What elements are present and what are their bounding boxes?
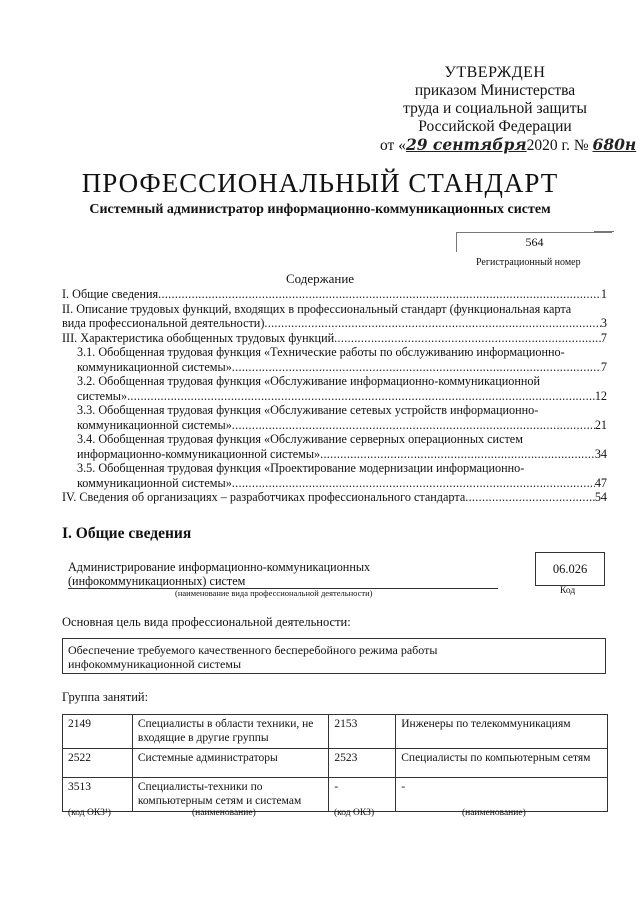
toc-item-text: 3.2. Обобщенная трудовая функция «Обслуживание информационно-коммуникационной [77, 374, 540, 388]
toc-item-text: 3.4. Обобщенная трудовая функция «Обслуживание серверных операционных систем [77, 432, 523, 446]
toc-page-number: 54 [594, 490, 607, 504]
toc-item-text: коммуникационной системы» [77, 417, 232, 432]
approval-block [380, 64, 637, 155]
occupation-name: Специалисты по компьютерным сетям [396, 749, 608, 778]
toc-item-line [77, 418, 607, 433]
toc-item-text: информационно-коммуникационной системы» [77, 446, 321, 461]
occupation-name: Инженеры по телекоммуникациям [396, 715, 608, 749]
occupation-name: Системные администраторы [132, 749, 329, 778]
document-title: ПРОФЕССИОНАЛЬНЫЙ СТАНДАРТ [81, 168, 559, 198]
activity-code: 06.026 [535, 552, 605, 586]
toc-leader-dots [127, 389, 595, 404]
toc-item-text: 3.3. Обобщенная трудовая функция «Обслуживание сетевых устройств информационно- [77, 403, 539, 417]
handwritten-order-number: 680н [592, 135, 637, 154]
table-row [63, 715, 608, 749]
toc-item-text: системы» [77, 388, 128, 403]
toc-item [62, 374, 607, 403]
approval-line-2: труда и социальной защиты [403, 100, 587, 117]
toc-item [62, 432, 607, 461]
approval-date-line [380, 135, 637, 155]
approval-title: УТВЕРЖДЕН [444, 64, 546, 81]
toc-item-line [77, 345, 607, 360]
occupation-name: - [396, 778, 608, 812]
registration-number-box [456, 232, 612, 252]
okz-code: 2149 [63, 715, 133, 749]
occupation-name: Специалисты в области техники, не входящие в другие группы [132, 715, 329, 749]
toc-page-number: 7 [600, 330, 607, 345]
toc-item [62, 287, 607, 302]
toc-leader-dots [320, 447, 595, 462]
toc-leader-dots [232, 360, 601, 375]
goal-box [62, 638, 606, 674]
toc-page-number: 7 [600, 359, 607, 374]
toc-item-text: вида профессиональной деятельности) [62, 316, 265, 330]
toc-heading: Содержание [285, 271, 355, 286]
toc-item [62, 461, 607, 490]
activity-name [68, 560, 498, 589]
toc-page-number: 47 [594, 475, 607, 490]
toc-item [62, 490, 607, 505]
registration-number: 564 [525, 235, 544, 249]
date-prefix: от « [380, 137, 406, 154]
okz-code-caption: (код ОКЗ¹) [68, 808, 111, 818]
toc-item-text: коммуникационной системы» [77, 475, 232, 490]
toc-item-text: II. Описание трудовых функций, входящих в профессиональный стандарт (функциональная карта [62, 301, 572, 316]
goal-label: Основная цель вида профессиональной деятельности: [62, 615, 351, 629]
toc-item-line [77, 360, 607, 375]
activity-caption: (наименование вида профессиональной деятельности) [175, 588, 373, 598]
toc-page-number: 21 [594, 417, 607, 432]
approval-line-1: приказом Министерства [414, 82, 576, 99]
toc-item-line [62, 490, 607, 505]
okz-code: 2523 [329, 749, 396, 778]
toc-page-number: 34 [594, 446, 607, 461]
okz-code: 2153 [329, 715, 396, 749]
document-subtitle: Системный администратор информационно-коммуникационных систем [89, 202, 551, 217]
toc-item-line [77, 432, 607, 447]
toc-item-text: IV. Сведения об организациях – разработчиках профессионального стандарта [62, 490, 466, 504]
okz-code: 2522 [63, 749, 133, 778]
toc-item-line [77, 476, 607, 491]
registration-label: Регистрационный номер [476, 257, 581, 268]
toc-item [62, 345, 607, 374]
goal-line-1: Обеспечение требуемого качественного бесперебойного режима работы [68, 643, 438, 657]
toc-leader-dots [232, 418, 595, 433]
name-caption-2: (наименование) [462, 808, 526, 818]
toc-item-line [62, 331, 607, 346]
toc-leader-dots [334, 331, 601, 346]
toc-item-line [77, 389, 607, 404]
toc-page-number: 3 [600, 316, 607, 330]
goal-line-2: инфокоммуникационной системы [68, 657, 242, 671]
handwritten-date: 29 сентября [405, 135, 527, 154]
name-caption: (наименование) [192, 808, 256, 818]
toc-item-text: I. Общие сведения [62, 287, 159, 301]
toc-item-text: III. Характеристика обобщенных трудовых функций [62, 330, 335, 345]
table-row [63, 749, 608, 778]
activity-name-line-2: (инфокоммуникационных) систем [68, 574, 246, 588]
toc-item [62, 302, 607, 331]
date-suffix: 2020 г. № [526, 137, 589, 154]
occupation-name: Специалисты-техники по компьютерным сетям и системам [132, 778, 329, 812]
toc-item-line [77, 447, 607, 462]
toc-item-line [62, 316, 607, 331]
toc-item-line [62, 287, 607, 302]
code-caption: Код [560, 586, 576, 596]
toc-leader-dots [465, 490, 595, 505]
toc-item [62, 331, 607, 346]
okz-code: 3513 [63, 778, 133, 812]
toc-item-line [77, 403, 607, 418]
table-of-contents [62, 287, 607, 505]
section-heading: I. Общие сведения [62, 525, 192, 542]
occupation-group-label: Группа занятий: [62, 690, 149, 704]
activity-name-line-1: Администрирование информационно-коммуникационных [68, 560, 371, 574]
toc-page-number: 12 [594, 388, 607, 403]
toc-item-line [62, 302, 607, 317]
toc-item-line [77, 461, 607, 476]
toc-leader-dots [158, 287, 601, 302]
toc-page-number: 1 [600, 287, 607, 301]
toc-item-text: коммуникационной системы» [77, 359, 232, 374]
toc-item-text: 3.1. Обобщенная трудовая функция «Технические работы по обслуживанию информационно- [77, 345, 565, 359]
okz-code: - [329, 778, 396, 812]
okz-code-caption-2: (код ОКЗ) [334, 808, 375, 818]
approval-line-3: Российской Федерации [418, 118, 572, 135]
toc-leader-dots [232, 476, 595, 491]
toc-item-text: 3.5. Обобщенная трудовая функция «Проектирование модернизации информационно- [77, 461, 525, 475]
table-row [63, 778, 608, 812]
toc-leader-dots [264, 316, 601, 331]
toc-item [62, 403, 607, 432]
toc-item-line [77, 374, 607, 389]
occupation-table [62, 714, 608, 812]
